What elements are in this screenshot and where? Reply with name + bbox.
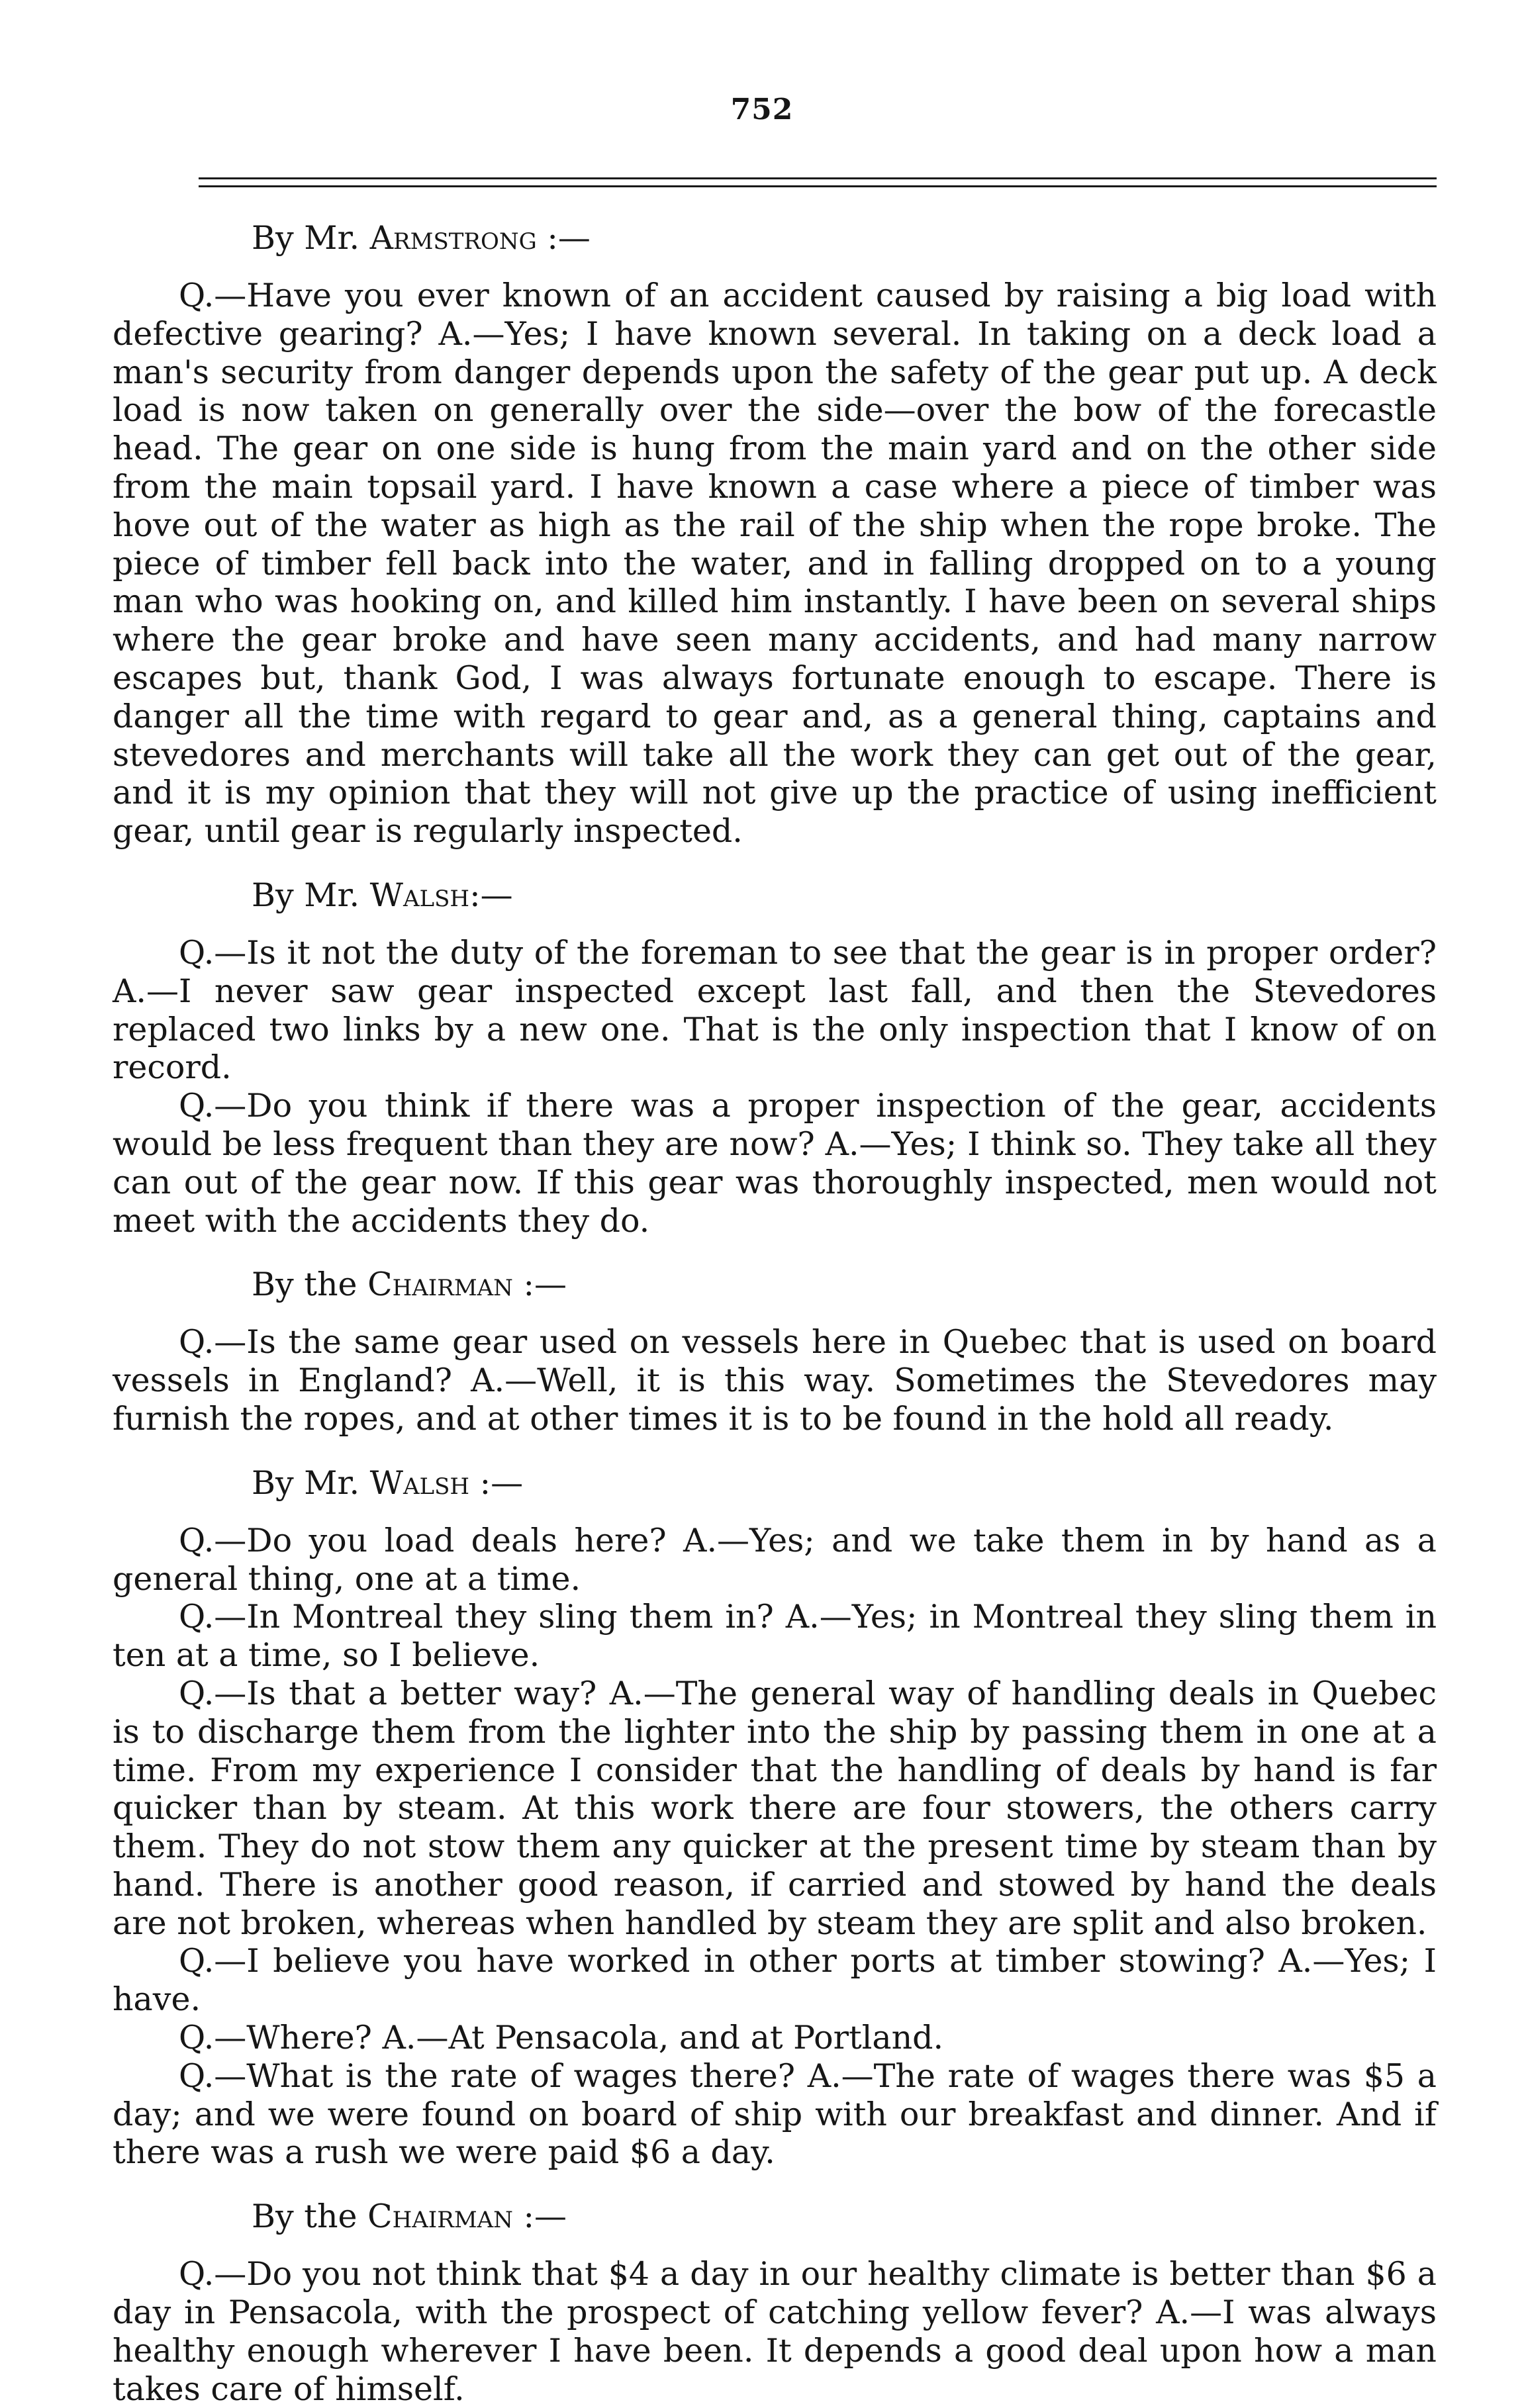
speaker-heading-chairman [252,2197,1437,2237]
speaker-suffix: :— [469,1463,524,1502]
speaker-suffix: :— [512,2198,567,2236]
speaker-prefix: By the [252,2198,357,2236]
testimony-paragraph: Q.—Where? A.—At Pensacola, and at Portland. [179,2019,944,2057]
testimony-paragraph: Q.—What is the rate of wages there? A.—The rate of wages there was $5 a day; and we were found on board of ship with our breakfast and dinner. And if there was a rush we were paid $6 a day. [113,2057,1437,2172]
speaker-name: Walsh [369,876,470,914]
speaker-name: Chairman [367,2198,513,2236]
testimony-paragraph: Q.—Is it not the duty of the foreman to see that the gear is in proper order? A.—I never saw gear inspected except last fall, and then the Stevedores replaced two links by a new one. That is the only inspection that I know of on record. [113,933,1437,1087]
testimony-paragraph: Q.—Is the same gear used on vessels here in Quebec that is used on board vessels in England? A.—Well, it is this way. Sometimes the Stevedores may furnish the ropes, and at other times it is to be found in the hold all ready. [113,1323,1437,1438]
testimony-paragraph: Q.—I believe you have worked in other ports at timber stowing? A.—Yes; I have. [113,1942,1437,2019]
speaker-prefix: By the [252,1266,357,1304]
page-number: 752 [730,93,794,126]
speaker-prefix: By Mr. [252,219,360,257]
testimony-paragraph: Q.—In Montreal they sling them in? A.—Yes; in Montreal they sling them in ten at a time, so I believe. [113,1598,1437,1675]
testimony-paragraph: Q.—Have you ever known of an accident caused by raising a big load with defective gearing? A.—Yes; I have known several. In taking on a deck load a man's security from danger depends upon the safety of the gear put up. A deck load is now taken on generally over the side—over the bow of the forecastle head. The gear on one side is hung from the main yard and on the other side from the main topsail yard. I have known a case where a piece of timber was hove out of the water as high as the rail of the ship when the rope broke. The piece of timber fell back into the water, and in falling dropped on to a young man who was hooking on, and killed him instantly. I have been on several ships where the gear broke and have seen many accidents, and had many narrow escapes but, thank God, I was always fortunate enough to escape. There is danger all the time with regard to gear and, as a general thing, captains and stevedores and merchants will take all the work they can get out of the gear, and it is my opinion that they will not give up the practice of using inefficient gear, until gear is regularly inspected. [113,277,1437,851]
header-double-rule [199,177,1437,187]
speaker-suffix: :— [512,1266,567,1304]
document-body [113,218,1437,2408]
speaker-prefix: By Mr. [252,1463,360,1502]
speaker-suffix: :— [469,876,513,914]
speaker-heading-walsh [252,1463,1437,1503]
testimony-paragraph: Q.—Do you not think that $4 a day in our healthy climate is better than $6 a day in Pensacola, with the prospect of catching yellow fever? A.—I was always healthy enough wherever I have been. It depends a good deal upon how a man takes care of himself. [113,2255,1437,2408]
speaker-suffix: :— [536,219,591,257]
testimony-paragraph: Q.—Do you load deals here? A.—Yes; and we take them in by hand as a general thing, one at a time. [113,1521,1437,1598]
speaker-name: Chairman [367,1266,513,1304]
speaker-heading-armstrong [252,218,1437,258]
speaker-prefix: By Mr. [252,876,360,914]
testimony-paragraph: Q.—Is that a better way? A.—The general way of handling deals in Quebec is to discharge them from the lighter into the ship by passing them in one at a time. From my experience I consider that the handling of deals by hand is far quicker than by steam. At this work there are four stowers, the others carry them. They do not stow them any quicker at the present time by steam than by hand. There is another good reason, if carried and stowed by hand the deals are not broken, whereas when handled by steam they are split and also broken. [113,1674,1437,1942]
speaker-name: Armstrong [369,219,537,257]
testimony-paragraph: Q.—Do you think if there was a proper inspection of the gear, accidents would be less frequent than they are now? A.—Yes; I think so. They take all they can out of the gear now. If this gear was thoroughly inspected, men would not meet with the accidents they do. [113,1087,1437,1240]
speaker-name: Walsh [369,1463,470,1502]
speaker-heading-chairman [252,1265,1437,1305]
speaker-heading-walsh [252,876,1437,915]
